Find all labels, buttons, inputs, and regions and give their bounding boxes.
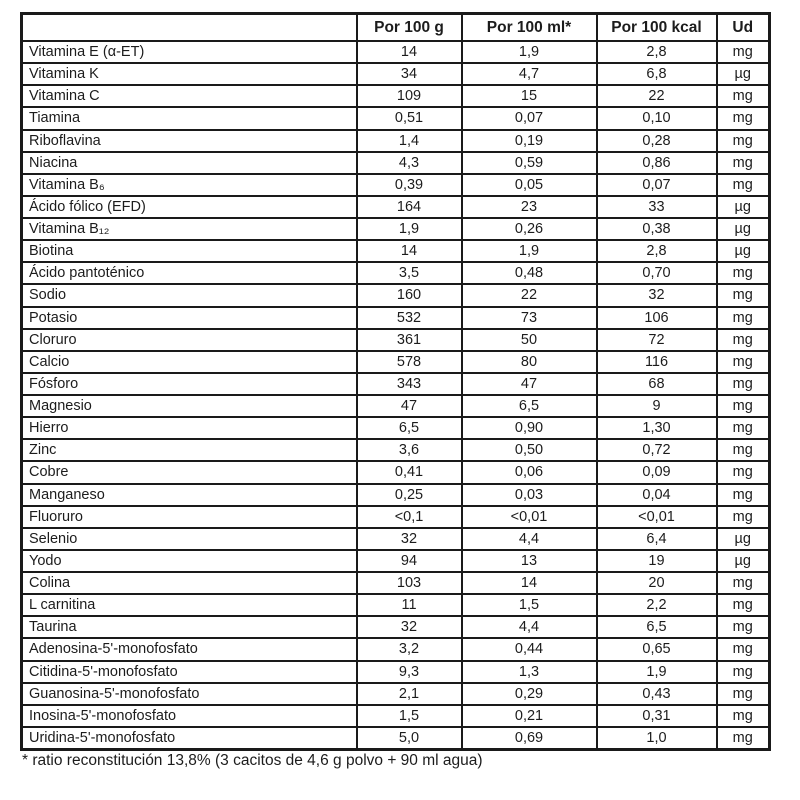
table-row: [22, 417, 770, 439]
unit-cell: mg: [717, 307, 770, 329]
header-per-100ml: Por 100 ml*: [462, 14, 597, 42]
unit-cell: mg: [717, 174, 770, 196]
value-per-100kcal: 0,86: [597, 152, 717, 174]
value-per-100kcal: 2,8: [597, 240, 717, 262]
value-per-100kcal: 106: [597, 307, 717, 329]
value-per-100g: 3,6: [357, 439, 462, 461]
nutrient-label: Hierro: [22, 417, 357, 439]
value-per-100kcal: 0,38: [597, 218, 717, 240]
unit-cell: mg: [717, 572, 770, 594]
value-per-100ml: 0,06: [462, 461, 597, 483]
value-per-100g: 3,5: [357, 262, 462, 284]
value-per-100g: 34: [357, 63, 462, 85]
table-row: [22, 63, 770, 85]
header-per-100kcal: Por 100 kcal: [597, 14, 717, 42]
table-row: [22, 461, 770, 483]
unit-cell: mg: [717, 683, 770, 705]
unit-cell: mg: [717, 130, 770, 152]
table-row: [22, 638, 770, 660]
value-per-100ml: 4,4: [462, 528, 597, 550]
nutrient-label: L carnitina: [22, 594, 357, 616]
value-per-100kcal: 0,72: [597, 439, 717, 461]
table-row: [22, 107, 770, 129]
unit-cell: µg: [717, 196, 770, 218]
unit-cell: mg: [717, 439, 770, 461]
value-per-100ml: 1,3: [462, 661, 597, 683]
value-per-100kcal: 0,70: [597, 262, 717, 284]
value-per-100ml: 15: [462, 85, 597, 107]
value-per-100ml: 0,05: [462, 174, 597, 196]
unit-cell: mg: [717, 107, 770, 129]
value-per-100kcal: 0,31: [597, 705, 717, 727]
value-per-100g: 343: [357, 373, 462, 395]
value-per-100ml: 4,4: [462, 616, 597, 638]
value-per-100g: 0,25: [357, 484, 462, 506]
value-per-100kcal: 116: [597, 351, 717, 373]
nutrient-label: Vitamina E (α-ET): [22, 41, 357, 63]
value-per-100ml: 6,5: [462, 395, 597, 417]
value-per-100ml: 47: [462, 373, 597, 395]
nutrient-label: Cloruro: [22, 329, 357, 351]
table-row: [22, 240, 770, 262]
header-unit: Ud: [717, 14, 770, 42]
value-per-100ml: 23: [462, 196, 597, 218]
unit-cell: mg: [717, 395, 770, 417]
value-per-100kcal: 0,07: [597, 174, 717, 196]
value-per-100ml: 0,03: [462, 484, 597, 506]
value-per-100g: 5,0: [357, 727, 462, 750]
table-row: [22, 284, 770, 306]
value-per-100ml: 0,26: [462, 218, 597, 240]
value-per-100kcal: 0,28: [597, 130, 717, 152]
value-per-100g: 103: [357, 572, 462, 594]
value-per-100ml: 0,21: [462, 705, 597, 727]
table-row: [22, 41, 770, 63]
nutrient-label: Calcio: [22, 351, 357, 373]
value-per-100ml: 0,07: [462, 107, 597, 129]
unit-cell: mg: [717, 262, 770, 284]
unit-cell: mg: [717, 594, 770, 616]
table-row: [22, 329, 770, 351]
value-per-100ml: 1,9: [462, 41, 597, 63]
value-per-100g: 14: [357, 240, 462, 262]
value-per-100kcal: 0,65: [597, 638, 717, 660]
table-row: [22, 395, 770, 417]
value-per-100ml: 80: [462, 351, 597, 373]
value-per-100g: 1,4: [357, 130, 462, 152]
table-row: [22, 218, 770, 240]
unit-cell: mg: [717, 85, 770, 107]
value-per-100ml: <0,01: [462, 506, 597, 528]
nutrient-label: Adenosina-5'-monofosfato: [22, 638, 357, 660]
value-per-100ml: 22: [462, 284, 597, 306]
value-per-100g: 2,1: [357, 683, 462, 705]
value-per-100ml: 14: [462, 572, 597, 594]
nutrition-table: [20, 12, 771, 751]
table-row: [22, 727, 770, 750]
value-per-100ml: 1,5: [462, 594, 597, 616]
table-row: [22, 152, 770, 174]
value-per-100ml: 4,7: [462, 63, 597, 85]
table-row: [22, 262, 770, 284]
value-per-100g: 9,3: [357, 661, 462, 683]
nutrient-label: Magnesio: [22, 395, 357, 417]
unit-cell: mg: [717, 41, 770, 63]
nutrient-label: Yodo: [22, 550, 357, 572]
value-per-100ml: 0,19: [462, 130, 597, 152]
nutrient-label: Ácido fólico (EFD): [22, 196, 357, 218]
table-row: [22, 705, 770, 727]
value-per-100g: 6,5: [357, 417, 462, 439]
table-row: [22, 594, 770, 616]
table-row: [22, 85, 770, 107]
value-per-100kcal: 1,9: [597, 661, 717, 683]
value-per-100g: 3,2: [357, 638, 462, 660]
value-per-100g: 32: [357, 616, 462, 638]
value-per-100ml: 0,44: [462, 638, 597, 660]
nutrient-label: Vitamina K: [22, 63, 357, 85]
value-per-100kcal: 22: [597, 85, 717, 107]
value-per-100g: 109: [357, 85, 462, 107]
header-row: [22, 14, 770, 42]
unit-cell: µg: [717, 550, 770, 572]
nutrient-label: Inosina-5'-monofosfato: [22, 705, 357, 727]
value-per-100kcal: 72: [597, 329, 717, 351]
value-per-100ml: 73: [462, 307, 597, 329]
unit-cell: µg: [717, 240, 770, 262]
value-per-100g: 532: [357, 307, 462, 329]
table-row: [22, 130, 770, 152]
value-per-100g: 361: [357, 329, 462, 351]
nutrient-label: Vitamina B₁₂: [22, 218, 357, 240]
unit-cell: mg: [717, 506, 770, 528]
header-per-100g: Por 100 g: [357, 14, 462, 42]
unit-cell: µg: [717, 528, 770, 550]
nutrient-label: Potasio: [22, 307, 357, 329]
nutrient-label: Biotina: [22, 240, 357, 262]
nutrient-label: Niacina: [22, 152, 357, 174]
nutrient-label: Citidina-5'-monofosfato: [22, 661, 357, 683]
unit-cell: µg: [717, 218, 770, 240]
value-per-100kcal: 19: [597, 550, 717, 572]
value-per-100g: 4,3: [357, 152, 462, 174]
value-per-100kcal: 1,30: [597, 417, 717, 439]
nutrient-label: Guanosina-5'-monofosfato: [22, 683, 357, 705]
value-per-100g: 578: [357, 351, 462, 373]
value-per-100ml: 0,59: [462, 152, 597, 174]
value-per-100g: 1,5: [357, 705, 462, 727]
value-per-100kcal: 9: [597, 395, 717, 417]
table-row: [22, 550, 770, 572]
table-row: [22, 616, 770, 638]
value-per-100g: 164: [357, 196, 462, 218]
value-per-100ml: 0,69: [462, 727, 597, 750]
unit-cell: mg: [717, 152, 770, 174]
value-per-100kcal: 2,8: [597, 41, 717, 63]
value-per-100kcal: 68: [597, 373, 717, 395]
unit-cell: mg: [717, 461, 770, 483]
table-header: [22, 14, 770, 42]
value-per-100ml: 0,50: [462, 439, 597, 461]
unit-cell: mg: [717, 373, 770, 395]
header-empty-cell: [22, 14, 357, 42]
nutrient-label: Sodio: [22, 284, 357, 306]
table-row: [22, 373, 770, 395]
value-per-100g: <0,1: [357, 506, 462, 528]
unit-cell: mg: [717, 661, 770, 683]
value-per-100g: 47: [357, 395, 462, 417]
table-row: [22, 506, 770, 528]
nutrient-label: Riboflavina: [22, 130, 357, 152]
unit-cell: mg: [717, 727, 770, 750]
value-per-100ml: 0,90: [462, 417, 597, 439]
value-per-100kcal: 20: [597, 572, 717, 594]
nutrient-label: Fósforo: [22, 373, 357, 395]
unit-cell: mg: [717, 638, 770, 660]
table-row: [22, 351, 770, 373]
value-per-100kcal: 6,8: [597, 63, 717, 85]
value-per-100g: 14: [357, 41, 462, 63]
value-per-100kcal: 0,04: [597, 484, 717, 506]
value-per-100g: 1,9: [357, 218, 462, 240]
unit-cell: mg: [717, 284, 770, 306]
nutrient-label: Colina: [22, 572, 357, 594]
table-row: [22, 683, 770, 705]
nutrient-label: Tiamina: [22, 107, 357, 129]
value-per-100kcal: <0,01: [597, 506, 717, 528]
value-per-100kcal: 6,5: [597, 616, 717, 638]
value-per-100g: 0,41: [357, 461, 462, 483]
value-per-100g: 160: [357, 284, 462, 306]
table-row: [22, 439, 770, 461]
table-row: [22, 174, 770, 196]
value-per-100g: 11: [357, 594, 462, 616]
unit-cell: mg: [717, 705, 770, 727]
nutrient-label: Ácido pantoténico: [22, 262, 357, 284]
value-per-100ml: 50: [462, 329, 597, 351]
value-per-100ml: 0,29: [462, 683, 597, 705]
unit-cell: mg: [717, 616, 770, 638]
value-per-100ml: 13: [462, 550, 597, 572]
table-row: [22, 307, 770, 329]
value-per-100kcal: 2,2: [597, 594, 717, 616]
table-row: [22, 484, 770, 506]
unit-cell: µg: [717, 63, 770, 85]
table-row: [22, 661, 770, 683]
nutrient-label: Zinc: [22, 439, 357, 461]
nutrient-label: Selenio: [22, 528, 357, 550]
nutrient-label: Uridina-5'-monofosfato: [22, 727, 357, 750]
value-per-100kcal: 32: [597, 284, 717, 306]
table-row: [22, 572, 770, 594]
unit-cell: mg: [717, 329, 770, 351]
value-per-100kcal: 1,0: [597, 727, 717, 750]
unit-cell: mg: [717, 417, 770, 439]
value-per-100g: 0,51: [357, 107, 462, 129]
value-per-100g: 0,39: [357, 174, 462, 196]
value-per-100kcal: 0,10: [597, 107, 717, 129]
value-per-100kcal: 0,43: [597, 683, 717, 705]
table-row: [22, 196, 770, 218]
unit-cell: mg: [717, 484, 770, 506]
value-per-100kcal: 33: [597, 196, 717, 218]
value-per-100ml: 1,9: [462, 240, 597, 262]
value-per-100kcal: 6,4: [597, 528, 717, 550]
value-per-100kcal: 0,09: [597, 461, 717, 483]
nutrient-label: Manganeso: [22, 484, 357, 506]
reconstitution-footnote: * ratio reconstitución 13,8% (3 cacitos de 4,6 g polvo + 90 ml agua): [22, 752, 483, 769]
nutrient-label: Fluoruro: [22, 506, 357, 528]
unit-cell: mg: [717, 351, 770, 373]
value-per-100g: 94: [357, 550, 462, 572]
table-body: [22, 41, 770, 750]
nutrient-label: Vitamina B₆: [22, 174, 357, 196]
nutrient-label: Vitamina C: [22, 85, 357, 107]
value-per-100g: 32: [357, 528, 462, 550]
nutrient-label: Cobre: [22, 461, 357, 483]
nutrient-label: Taurina: [22, 616, 357, 638]
value-per-100ml: 0,48: [462, 262, 597, 284]
table-row: [22, 528, 770, 550]
